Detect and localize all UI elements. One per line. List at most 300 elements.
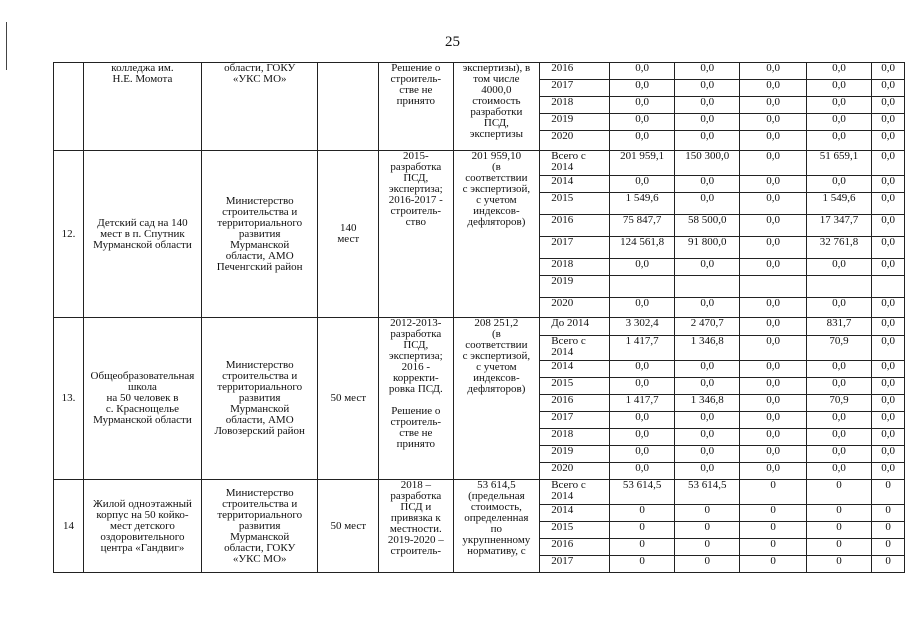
customer-text: области, ГОКУ «УКС МО»	[224, 62, 296, 85]
year-cell	[540, 556, 610, 573]
value-cell	[806, 151, 872, 176]
cost-text: 201 959,10 (в соответствии с экспертизой, с учетом индексов- дефляторов)	[462, 150, 531, 228]
value-cell-text: 0	[639, 538, 645, 550]
value-cell	[872, 151, 905, 176]
value-cell-text: 0,0	[832, 130, 846, 142]
value-cell-text: 0,0	[635, 79, 650, 91]
object-name	[83, 480, 201, 573]
capacity	[318, 151, 379, 318]
year-cell-text: 2019	[551, 445, 574, 457]
value-cell-text: 0,0	[766, 96, 780, 108]
year-cell	[540, 63, 610, 80]
value-cell-text: 1 549,6	[625, 192, 659, 204]
value-cell	[674, 539, 740, 556]
table-row	[54, 480, 905, 505]
value-cell	[740, 276, 806, 298]
value-cell-text: 0,0	[766, 258, 780, 270]
value-cell-text: 0,0	[881, 297, 896, 309]
value-cell	[610, 97, 675, 114]
value-cell-text: 17 347,7	[819, 214, 859, 226]
value-cell-text: 0,0	[881, 462, 896, 474]
value-cell-text: 0	[704, 538, 710, 550]
value-cell	[740, 446, 806, 463]
value-cell-text: 1 346,8	[690, 394, 724, 406]
value-cell-text: 58 500,0	[687, 214, 727, 226]
value-cell-text: 0,0	[881, 150, 896, 162]
value-cell	[806, 556, 872, 573]
year-cell-text: 2016	[551, 214, 574, 226]
value-cell	[872, 429, 905, 446]
deadline	[379, 63, 453, 151]
cost-text: экспертизы), в том числе 4000,0 стоимость разработки ПСД, экспертизы	[462, 62, 531, 140]
value-cell-text: 75 847,7	[622, 214, 662, 226]
value-cell-text: 0,0	[766, 411, 780, 423]
value-cell	[740, 151, 806, 176]
value-cell-text: 0,0	[881, 130, 896, 142]
value-cell	[674, 556, 740, 573]
value-cell-text: 51 659,1	[819, 150, 859, 162]
value-cell-text: 0,0	[832, 377, 846, 389]
value-cell-text: 0,0	[881, 377, 896, 389]
value-cell-text: 0,0	[700, 411, 715, 423]
value-cell-text: 0	[885, 521, 891, 533]
deadline-text: 2018 – разработка ПСД и привязка к местности. 2019-2020 – строитель-	[387, 479, 444, 557]
value-cell-text: 0,0	[700, 297, 715, 309]
value-cell	[872, 336, 905, 361]
year-cell-text: 2019	[551, 113, 574, 125]
value-cell	[740, 259, 806, 276]
value-cell	[610, 237, 675, 259]
object-name	[83, 63, 201, 151]
value-cell	[872, 556, 905, 573]
value-cell	[806, 131, 872, 151]
deadline-text: Решение о строитель- стве не принято	[390, 62, 442, 107]
value-cell-text: 0,0	[881, 428, 896, 440]
deadline	[379, 151, 453, 318]
year-cell	[540, 318, 610, 336]
value-cell	[674, 480, 740, 505]
value-cell	[610, 151, 675, 176]
value-cell	[740, 522, 806, 539]
customer	[202, 318, 318, 480]
value-cell-text: 0,0	[881, 445, 896, 457]
cost	[453, 318, 540, 480]
capacity	[318, 480, 379, 573]
value-cell	[872, 237, 905, 259]
value-cell	[674, 505, 740, 522]
value-cell-text: 0,0	[881, 411, 896, 423]
row-index	[54, 318, 84, 480]
value-cell	[740, 80, 806, 97]
value-cell	[806, 522, 872, 539]
table-body	[54, 63, 905, 573]
year-cell-text: Всего с 2014	[551, 479, 586, 502]
value-cell	[806, 505, 872, 522]
year-cell-text: 2015	[551, 521, 574, 533]
value-cell-text: 0	[770, 479, 776, 491]
value-cell-text: 0,0	[635, 297, 650, 309]
year-cell-text: 2017	[551, 555, 574, 567]
value-cell-text: 0,0	[766, 79, 780, 91]
value-cell	[610, 522, 675, 539]
value-cell-text: 0,0	[832, 297, 846, 309]
value-cell-text: 0,0	[766, 394, 780, 406]
value-cell	[872, 193, 905, 215]
value-cell-text: 0,0	[635, 411, 650, 423]
value-cell	[872, 522, 905, 539]
value-cell-text: 0,0	[881, 62, 896, 74]
value-cell-text: 0,0	[700, 428, 715, 440]
year-cell	[540, 193, 610, 215]
year-cell-text: 2017	[551, 411, 574, 423]
year-cell-text: 2020	[551, 297, 574, 309]
value-cell	[674, 395, 740, 412]
value-cell	[610, 63, 675, 80]
value-cell	[740, 336, 806, 361]
value-cell	[740, 298, 806, 318]
value-cell	[872, 131, 905, 151]
year-cell-text: 2020	[551, 130, 574, 142]
value-cell	[674, 97, 740, 114]
year-cell-text: 2014	[551, 360, 574, 372]
deadline	[379, 480, 453, 573]
value-cell	[872, 276, 905, 298]
year-cell	[540, 480, 610, 505]
value-cell-text: 0	[704, 521, 710, 533]
value-cell-text: 0,0	[881, 360, 896, 372]
value-cell	[674, 446, 740, 463]
value-cell	[674, 378, 740, 395]
object-name-text: колледжа им. Н.Е. Момота	[111, 62, 174, 85]
value-cell	[740, 176, 806, 193]
year-cell	[540, 412, 610, 429]
cost	[453, 480, 540, 573]
customer-text: Министерство строительства и территориального развития Мурманской области, АМО Печенгский район	[216, 194, 303, 273]
year-cell	[540, 522, 610, 539]
year-cell	[540, 114, 610, 131]
value-cell	[872, 114, 905, 131]
value-cell-text: 91 800,0	[687, 236, 727, 248]
value-cell	[806, 176, 872, 193]
year-cell-text: 2018	[551, 258, 574, 270]
value-cell	[610, 276, 675, 298]
value-cell-text: 0,0	[635, 175, 650, 187]
table-row	[54, 63, 905, 80]
value-cell-text: 0,0	[700, 445, 715, 457]
value-cell	[806, 80, 872, 97]
year-cell-text: 2019	[551, 275, 574, 287]
object-name	[83, 151, 201, 318]
deadline-text: 2015- разработка ПСД, экспертиза; 2016-2017 - строитель- ство	[388, 150, 443, 228]
value-cell	[674, 463, 740, 480]
value-cell	[610, 176, 675, 193]
value-cell-text: 0,0	[832, 62, 846, 74]
capacity-text: 50 мест	[330, 519, 367, 532]
value-cell	[872, 80, 905, 97]
value-cell	[610, 80, 675, 97]
value-cell-text: 0,0	[766, 428, 780, 440]
value-cell-text: 0,0	[635, 130, 650, 142]
value-cell	[740, 131, 806, 151]
value-cell-text: 0,0	[881, 236, 896, 248]
row-index	[54, 151, 84, 318]
year-cell	[540, 237, 610, 259]
value-cell-text: 0,0	[766, 236, 780, 248]
value-cell-text: 0	[704, 504, 710, 516]
value-cell-text: 0,0	[881, 175, 896, 187]
customer	[202, 480, 318, 573]
value-cell	[674, 176, 740, 193]
value-cell-text: 0,0	[635, 96, 650, 108]
customer	[202, 151, 318, 318]
value-cell	[610, 539, 675, 556]
row-index	[54, 63, 84, 151]
value-cell	[740, 97, 806, 114]
value-cell	[674, 361, 740, 378]
value-cell-text: 0,0	[766, 335, 780, 347]
value-cell	[610, 131, 675, 151]
year-cell-text: 2014	[551, 175, 574, 187]
value-cell	[674, 276, 740, 298]
value-cell-text: 0,0	[832, 96, 846, 108]
value-cell-text: 0	[836, 555, 842, 567]
value-cell	[674, 131, 740, 151]
value-cell	[872, 463, 905, 480]
value-cell	[872, 446, 905, 463]
value-cell-text: 0	[770, 521, 776, 533]
value-cell-text: 0,0	[881, 214, 896, 226]
value-cell	[806, 215, 872, 237]
value-cell-text: 0,0	[766, 62, 780, 74]
value-cell-text: 0,0	[881, 192, 896, 204]
value-cell	[872, 395, 905, 412]
value-cell-text: 0	[639, 521, 645, 533]
value-cell	[674, 80, 740, 97]
year-cell	[540, 505, 610, 522]
page-number: 25	[445, 34, 460, 50]
year-cell	[540, 336, 610, 361]
customer-text: Министерство строительства и территориального развития Мурманской области, АМО Ловозерский район	[214, 359, 305, 437]
value-cell-text: 0	[836, 479, 842, 491]
value-cell-text: 0,0	[832, 175, 846, 187]
value-cell-text: 1 417,7	[625, 394, 659, 406]
year-cell-text: 2018	[551, 96, 574, 108]
value-cell-text: 0	[885, 555, 891, 567]
value-cell	[610, 556, 675, 573]
value-cell	[674, 237, 740, 259]
value-cell	[806, 446, 872, 463]
value-cell	[674, 259, 740, 276]
value-cell	[610, 505, 675, 522]
year-cell-text: 2018	[551, 428, 574, 440]
value-cell	[610, 361, 675, 378]
value-cell	[872, 215, 905, 237]
capacity	[318, 318, 379, 480]
value-cell-text: 0,0	[635, 258, 650, 270]
value-cell	[610, 114, 675, 131]
value-cell	[872, 378, 905, 395]
value-cell	[740, 215, 806, 237]
value-cell-text: 0,0	[635, 377, 650, 389]
value-cell-text: 0,0	[832, 411, 846, 423]
table-row	[54, 151, 905, 176]
year-cell-text: 2015	[551, 192, 574, 204]
year-cell-text: 2016	[551, 394, 574, 406]
value-cell-text: 0,0	[832, 428, 846, 440]
value-cell-text: 0,0	[832, 445, 846, 457]
value-cell	[674, 336, 740, 361]
value-cell-text: 0,0	[766, 317, 780, 329]
value-cell-text: 0	[770, 538, 776, 550]
value-cell-text: 0,0	[881, 113, 896, 125]
value-cell-text: 0,0	[635, 462, 650, 474]
value-cell	[610, 215, 675, 237]
value-cell-text: 0	[770, 504, 776, 516]
year-cell	[540, 97, 610, 114]
cost	[453, 151, 540, 318]
value-cell	[740, 539, 806, 556]
value-cell	[806, 412, 872, 429]
value-cell-text: 0	[885, 538, 891, 550]
value-cell-text: 0	[639, 555, 645, 567]
value-cell-text: 53 614,5	[622, 479, 662, 491]
value-cell	[806, 539, 872, 556]
value-cell-text: 0,0	[766, 150, 780, 162]
value-cell	[872, 539, 905, 556]
value-cell	[872, 412, 905, 429]
year-cell-text: 2017	[551, 236, 574, 248]
value-cell-text: 0,0	[832, 462, 846, 474]
value-cell	[674, 151, 740, 176]
value-cell-text: 0,0	[881, 335, 896, 347]
value-cell	[740, 237, 806, 259]
value-cell-text: 0,0	[700, 192, 715, 204]
object-name	[83, 318, 201, 480]
value-cell-text: 0,0	[832, 113, 846, 125]
value-cell-text: 0,0	[635, 360, 650, 372]
year-cell	[540, 395, 610, 412]
year-cell	[540, 151, 610, 176]
value-cell-text: 0	[770, 555, 776, 567]
year-cell	[540, 361, 610, 378]
value-cell-text: 0,0	[881, 394, 896, 406]
value-cell	[872, 505, 905, 522]
year-cell	[540, 429, 610, 446]
value-cell-text: 0	[885, 479, 891, 491]
capacity	[318, 63, 379, 151]
value-cell	[740, 412, 806, 429]
value-cell	[610, 463, 675, 480]
value-cell-text: 0,0	[700, 377, 715, 389]
value-cell-text: 0,0	[700, 96, 715, 108]
year-cell	[540, 80, 610, 97]
value-cell-text: 0,0	[700, 360, 715, 372]
value-cell	[806, 63, 872, 80]
value-cell-text: 0,0	[766, 130, 780, 142]
value-cell	[806, 429, 872, 446]
year-cell-text: 2020	[551, 462, 574, 474]
value-cell	[806, 395, 872, 412]
value-cell	[674, 63, 740, 80]
value-cell	[740, 378, 806, 395]
value-cell-text: 831,7	[826, 317, 852, 329]
value-cell	[872, 97, 905, 114]
value-cell-text: 0	[639, 504, 645, 516]
value-cell	[740, 429, 806, 446]
value-cell-text: 0,0	[832, 258, 846, 270]
value-cell-text: 0,0	[700, 175, 715, 187]
value-cell-text: 70,9	[829, 335, 849, 347]
value-cell-text: 201 959,1	[620, 150, 665, 162]
value-cell	[872, 361, 905, 378]
value-cell	[872, 176, 905, 193]
value-cell-text: 53 614,5	[687, 479, 727, 491]
value-cell	[872, 259, 905, 276]
object-name-text: Общеобразовательная школа на 50 человек в с. Краснощелье Мурманской области	[90, 370, 195, 426]
value-cell-text: 0,0	[881, 79, 896, 91]
value-cell	[806, 276, 872, 298]
value-cell	[610, 446, 675, 463]
value-cell	[610, 395, 675, 412]
value-cell	[806, 463, 872, 480]
value-cell-text: 0,0	[700, 79, 715, 91]
value-cell-text: 0,0	[832, 360, 846, 372]
value-cell-text: 0,0	[700, 62, 715, 74]
value-cell-text: 0,0	[881, 96, 896, 108]
value-cell	[674, 298, 740, 318]
value-cell-text: 0,0	[635, 113, 650, 125]
value-cell	[610, 480, 675, 505]
value-cell	[806, 298, 872, 318]
value-cell-text: 1 549,6	[822, 192, 856, 204]
value-cell-text: 1 346,8	[690, 335, 724, 347]
table-row	[54, 318, 905, 336]
deadline-text: 2012-2013- разработка ПСД, экспертиза; 2016 - корректи- ровка ПСД. Решение о строитель- стве не принято	[388, 317, 443, 450]
value-cell	[872, 480, 905, 505]
value-cell-text: 70,9	[829, 394, 849, 406]
customer-text: Министерство строительства и территориального развития Мурманской области, ГОКУ «УКС МО»	[217, 486, 303, 565]
value-cell-text: 0	[836, 538, 842, 550]
value-cell	[806, 97, 872, 114]
value-cell-text: 0,0	[700, 130, 715, 142]
value-cell	[740, 395, 806, 412]
value-cell	[740, 505, 806, 522]
year-cell-text: 2016	[551, 538, 574, 550]
year-cell	[540, 176, 610, 193]
value-cell	[610, 318, 675, 336]
value-cell	[806, 336, 872, 361]
value-cell-text: 0,0	[766, 445, 780, 457]
value-cell	[740, 318, 806, 336]
value-cell	[806, 318, 872, 336]
year-cell-text: До 2014	[551, 317, 589, 329]
value-cell-text: 0,0	[700, 462, 715, 474]
year-cell	[540, 215, 610, 237]
year-cell-text: 2016	[551, 62, 574, 74]
year-cell	[540, 446, 610, 463]
value-cell	[610, 429, 675, 446]
value-cell	[806, 361, 872, 378]
row-index-text: 14	[62, 519, 74, 532]
value-cell-text: 0,0	[700, 113, 715, 125]
value-cell	[740, 463, 806, 480]
object-name-text: Жилой одноэтажный корпус на 50 койко- мест детского оздоровительного центра «Гандвиг»	[92, 497, 192, 554]
value-cell-text: 0,0	[766, 360, 780, 372]
value-cell	[806, 480, 872, 505]
year-cell	[540, 378, 610, 395]
year-cell	[540, 298, 610, 318]
cost-text: 208 251,2 (в соответствии с экспертизой, с учетом индексов- дефляторов)	[462, 317, 531, 395]
